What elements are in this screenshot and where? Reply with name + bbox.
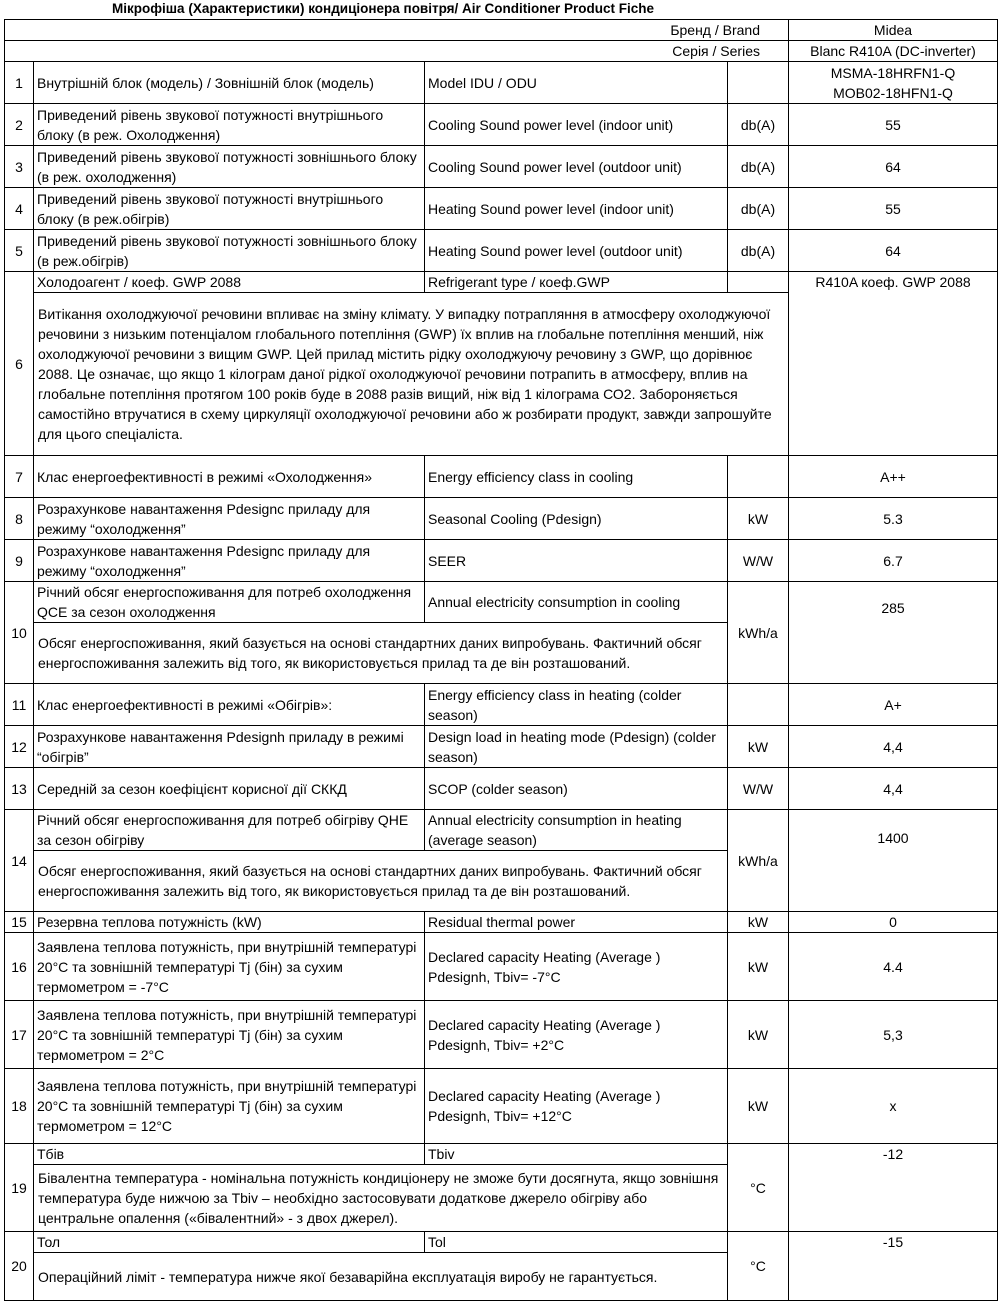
row-5 <box>5 230 998 272</box>
unit <box>728 62 789 104</box>
odu-model: MOB02-18HFN1-Q <box>833 84 953 101</box>
series-label: Серія / Series <box>5 41 789 62</box>
ua-label: Внутрішній блок (модель) / Зовнішній блок (модель) <box>34 62 425 104</box>
row-8 <box>5 498 998 540</box>
ua-label: Заявлена теплова потужність, при внутрішній температурі 20°С та зовнішній температурі Tj (бін) за сухим термометром = 12°С <box>34 1069 425 1144</box>
row-number: 9 <box>5 540 34 582</box>
value: x <box>789 1069 998 1144</box>
en-label: Annual electricity consumption in heating (average season) <box>425 810 728 851</box>
row-number: 19 <box>5 1144 34 1232</box>
value: 285 <box>789 582 998 684</box>
en-label: Design load in heating mode (Pdesign) (colder season) <box>425 726 728 768</box>
en-label: Residual thermal power <box>425 912 728 933</box>
ua-label: Тбів <box>34 1144 425 1165</box>
ua-label: Заявлена теплова потужність, при внутрішній температурі 20°С та зовнішній температурі Tj (бін) за сухим термометром = 2°С <box>34 1001 425 1069</box>
ua-label: Клас енергоефективності в режимі «Обігрів»: <box>34 684 425 726</box>
series-row <box>5 41 998 62</box>
en-label: Energy efficiency class in heating (colder season) <box>425 684 728 726</box>
ua-label: Приведений рівень звукової потужності внутрішнього блоку (в реж. Охолодження) <box>34 104 425 146</box>
unit: db(A) <box>728 230 789 272</box>
row-16 <box>5 933 998 1001</box>
row-number: 14 <box>5 810 34 912</box>
energy-note: Обсяг енергоспоживання, який базується на основі стандартних даних випробувань. Фактичний обсяг енергоспоживання залежить від того, як використовується прилад та де він розташований. <box>34 623 728 684</box>
row-number: 3 <box>5 146 34 188</box>
value: 4.4 <box>789 933 998 1001</box>
en-label: Declared capacity Heating (Average ) Pdesignh, Tbiv= +2°C <box>425 1001 728 1069</box>
ua-label: Приведений рівень звукової потужності зовнішнього блоку (в реж. охолодження) <box>34 146 425 188</box>
unit <box>728 272 789 293</box>
series-value: Blanc R410A (DC-inverter) <box>789 41 998 62</box>
value: 5,3 <box>789 1001 998 1069</box>
product-fiche-table <box>4 19 998 1301</box>
document-title: Мікрофіша (Характеристики) кондиціонера повітря/ Air Conditioner Product Fiche <box>112 1 655 16</box>
row-number: 1 <box>5 62 34 104</box>
en-label: SCOP (colder season) <box>425 768 728 810</box>
unit: db(A) <box>728 188 789 230</box>
value <box>789 62 998 104</box>
row-number: 8 <box>5 498 34 540</box>
unit: kW <box>728 1069 789 1144</box>
row-number: 4 <box>5 188 34 230</box>
en-label: Tol <box>425 1232 728 1253</box>
row-number: 18 <box>5 1069 34 1144</box>
en-label: Heating Sound power level (outdoor unit) <box>425 230 728 272</box>
value: -15 <box>789 1232 998 1301</box>
en-label: Refrigerant type / коеф.GWP <box>425 272 728 293</box>
value: R410A коеф. GWP 2088 <box>789 272 998 456</box>
row-number: 15 <box>5 912 34 933</box>
ua-label: Середній за сезон коефіцієнт корисної дії СККД <box>34 768 425 810</box>
row-number: 12 <box>5 726 34 768</box>
en-label: Tbiv <box>425 1144 728 1165</box>
gwp-note: Витікання охолоджуючої речовини впливає на зміну клімату. У випадку потрапляння в атмосферу охолоджуючої речовини з низьким потенціалом глобального потепління (GWP) їх вплив на глобальне потепління менший, ніж охолоджуючої речовини з вищим GWP. Цей прилад містить рідку охолоджуючу речовину з GWP, що дорівнює 2088. Це означає, що якщо 1 кілограм даної рідкої охолоджуючої речовини потрапить в атмосферу, вплив на глобальне потепління протягом 100 років буде в 2088 разів вищий, ніж від 1 кілограма СО2. Забороняється самостійно втручатися в схему циркуляції охолоджуючої речовини або ж розбирати продукт, завжди запрошуйте для цього спеціаліста. <box>34 293 789 456</box>
unit: db(A) <box>728 146 789 188</box>
row-9 <box>5 540 998 582</box>
value: 6.7 <box>789 540 998 582</box>
ua-label: Клас енергоефективності в режимі «Охолодження» <box>34 456 425 498</box>
en-label: Annual electricity consumption in cooling <box>425 582 728 623</box>
unit: °C <box>728 1144 789 1232</box>
row-number: 16 <box>5 933 34 1001</box>
value: 55 <box>789 104 998 146</box>
unit <box>728 684 789 726</box>
unit: kW <box>728 933 789 1001</box>
idu-model: MSMA-18HRFN1-Q <box>830 64 956 81</box>
row-number: 20 <box>5 1232 34 1301</box>
value: 4,4 <box>789 768 998 810</box>
ua-label: Річний обсяг енергоспоживання для потреб охолодження QCE за сезон охолодження <box>34 582 425 623</box>
unit: kW <box>728 498 789 540</box>
row-12 <box>5 726 998 768</box>
row-6 <box>5 272 998 293</box>
operating-limit-note: Операційний ліміт - температура нижче якої безаварійна експлуатація виробу не гарантується. <box>34 1253 728 1301</box>
en-label: Declared capacity Heating (Average ) Pdesignh, Tbiv= -7°C <box>425 933 728 1001</box>
value: -12 <box>789 1144 998 1232</box>
unit: °C <box>728 1232 789 1301</box>
ua-label: Холодоагент / коеф. GWP 2088 <box>34 272 425 293</box>
row-18 <box>5 1069 998 1144</box>
ua-label: Тол <box>34 1232 425 1253</box>
value: 64 <box>789 146 998 188</box>
ua-label: Розрахункове навантаження Pdesignc приладу для режиму “охолодження” <box>34 498 425 540</box>
row-1 <box>5 62 998 104</box>
value: 4,4 <box>789 726 998 768</box>
unit: kWh/a <box>728 582 789 684</box>
row-number: 2 <box>5 104 34 146</box>
row-14 <box>5 810 998 851</box>
unit: W/W <box>728 768 789 810</box>
value: 1400 <box>789 810 998 912</box>
unit: W/W <box>728 540 789 582</box>
en-label: Cooling Sound power level (indoor unit) <box>425 104 728 146</box>
row-15 <box>5 912 998 933</box>
unit: kW <box>728 912 789 933</box>
en-label: SEER <box>425 540 728 582</box>
ua-label: Річний обсяг енергоспоживання для потреб обігріву QHE за сезон обігріву <box>34 810 425 851</box>
row-number: 11 <box>5 684 34 726</box>
ua-label: Заявлена теплова потужність, при внутрішній температурі 20°С та зовнішній температурі Tj (бін) за сухим термометром = -7°С <box>34 933 425 1001</box>
unit: kWh/a <box>728 810 789 912</box>
row-20 <box>5 1232 998 1253</box>
en-label: Energy efficiency class in cooling <box>425 456 728 498</box>
en-label: Model IDU / ODU <box>425 62 728 104</box>
value: 64 <box>789 230 998 272</box>
brand-row <box>5 20 998 41</box>
bivalent-note: Бівалентна температура - номінальна потужність кондиціонеру не зможе бути досягнута, якщо зовнішня температура буде нижчою за Tbiv – необхідно застосовувати додаткове джерело обігріву або центральне опалення («бівалентний» - з двох джерел). <box>34 1165 728 1232</box>
row-4 <box>5 188 998 230</box>
en-label: Heating Sound power level (indoor unit) <box>425 188 728 230</box>
row-number: 5 <box>5 230 34 272</box>
row-13 <box>5 768 998 810</box>
ua-label: Приведений рівень звукової потужності зовнішнього блоку (в реж.обігрів) <box>34 230 425 272</box>
row-7 <box>5 456 998 498</box>
row-19 <box>5 1144 998 1165</box>
row-11 <box>5 684 998 726</box>
row-2 <box>5 104 998 146</box>
value: 5.3 <box>789 498 998 540</box>
value: 55 <box>789 188 998 230</box>
row-number: 17 <box>5 1001 34 1069</box>
row-number: 6 <box>5 272 34 456</box>
row-number: 10 <box>5 582 34 684</box>
row-17 <box>5 1001 998 1069</box>
unit <box>728 456 789 498</box>
unit: kW <box>728 726 789 768</box>
row-number: 13 <box>5 768 34 810</box>
ua-label: Розрахункове навантаження Pdesignc приладу для режиму “охолодження” <box>34 540 425 582</box>
en-label: Cooling Sound power level (outdoor unit) <box>425 146 728 188</box>
unit: db(A) <box>728 104 789 146</box>
ua-label: Резервна теплова потужність (kW) <box>34 912 425 933</box>
brand-value: Midea <box>789 20 998 41</box>
value: A+ <box>789 684 998 726</box>
ua-label: Розрахункове навантаження Pdesignh приладу в режимі “обігрів” <box>34 726 425 768</box>
row-10 <box>5 582 998 623</box>
value: 0 <box>789 912 998 933</box>
energy-note: Обсяг енергоспоживання, який базується на основі стандартних даних випробувань. Фактичний обсяг енергоспоживання залежить від того, як використовується прилад та де він розташований. <box>34 851 728 912</box>
en-label: Seasonal Cooling (Pdesign) <box>425 498 728 540</box>
en-label: Declared capacity Heating (Average ) Pdesignh, Tbiv= +12°C <box>425 1069 728 1144</box>
brand-label: Бренд / Brand <box>5 20 789 41</box>
row-3 <box>5 146 998 188</box>
ua-label: Приведений рівень звукової потужності внутрішнього блоку (в реж.обігрів) <box>34 188 425 230</box>
value: A++ <box>789 456 998 498</box>
row-number: 7 <box>5 456 34 498</box>
unit: kW <box>728 1001 789 1069</box>
